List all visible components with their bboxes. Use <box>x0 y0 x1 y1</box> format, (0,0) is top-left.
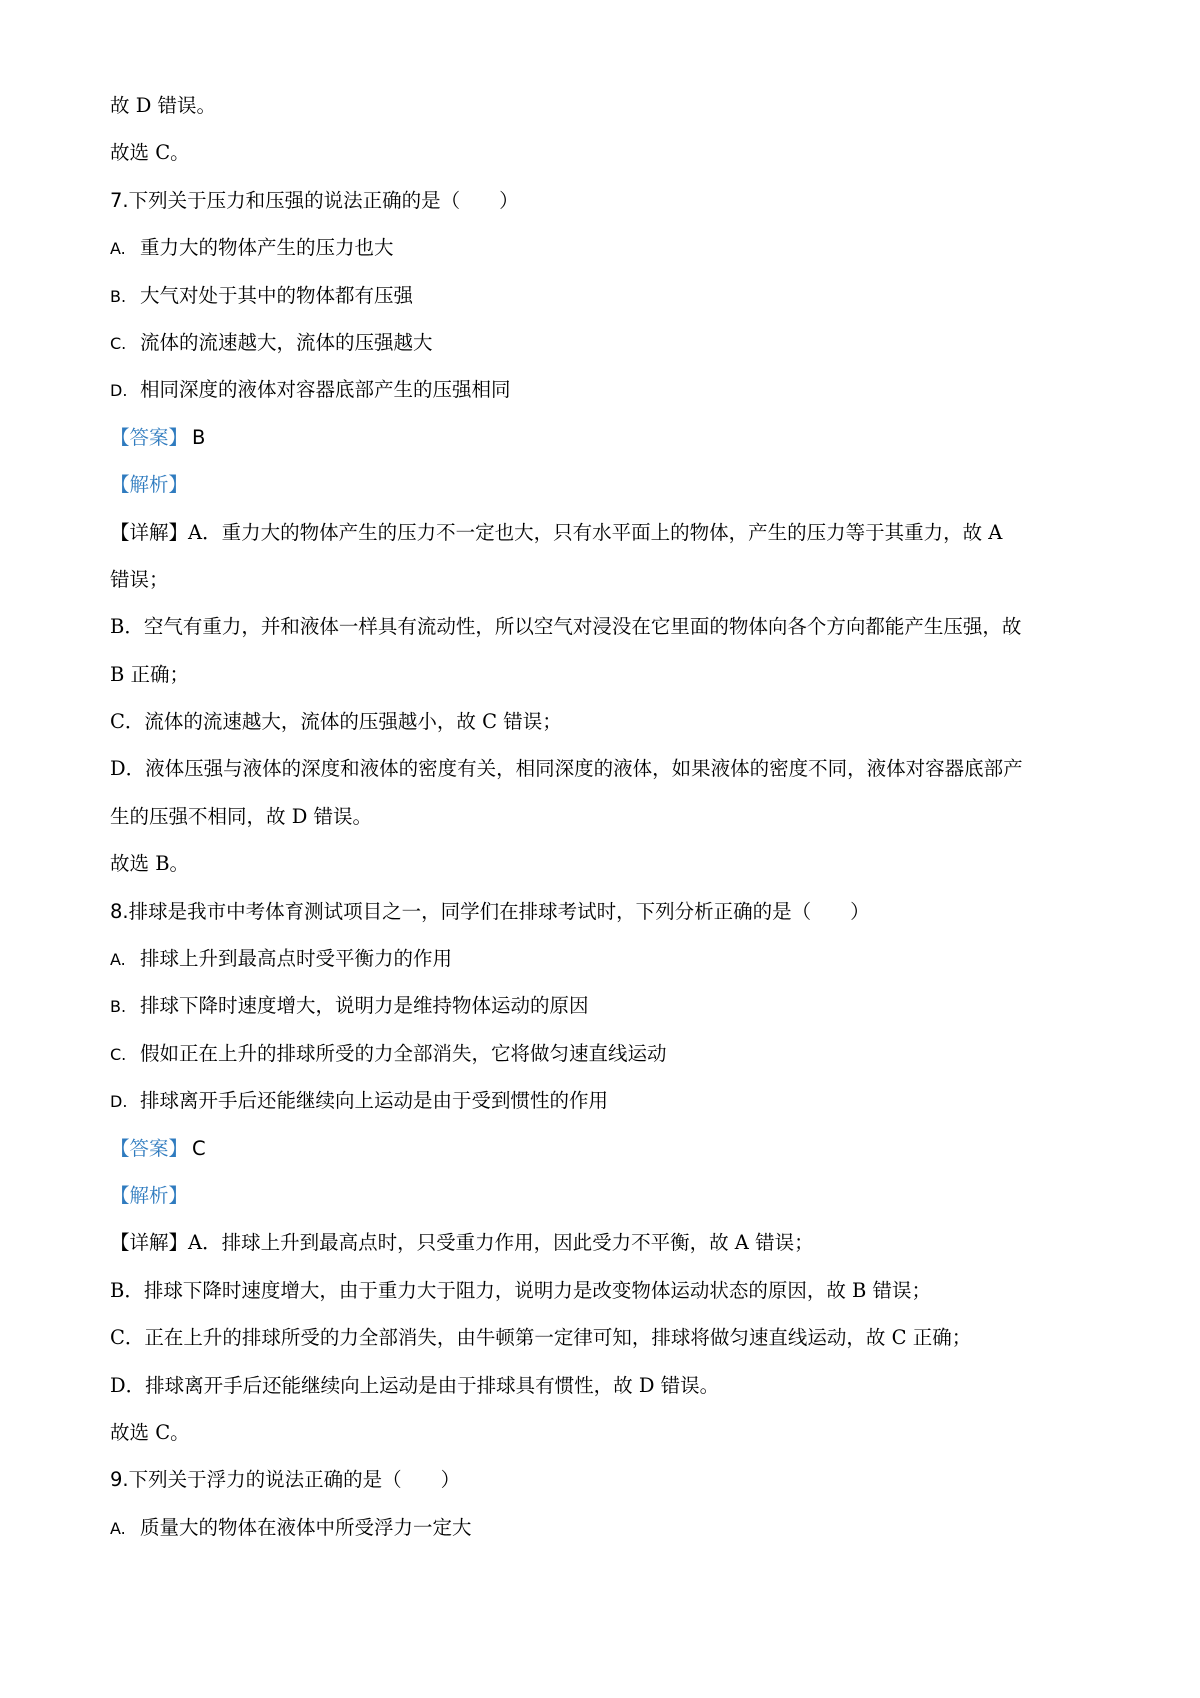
option-letter: D. <box>110 381 128 401</box>
question-9: 9.下列关于浮力的说法正确的是（ ） <box>110 1468 461 1492</box>
option-a <box>110 1514 1100 1542</box>
option-b <box>110 992 1100 1020</box>
question-7: 7.下列关于压力和压强的说法正确的是（ ） <box>110 188 519 212</box>
text-line: 故选 B。 <box>110 852 190 876</box>
text-line: C．流体的流速越大，流体的压强越小，故 C 错误； <box>110 710 562 734</box>
detail-line <box>110 1229 1100 1257</box>
analysis-label: 【解析】 <box>110 473 189 497</box>
option-letter: C. <box>110 1044 127 1064</box>
text-line: B 正确； <box>110 662 190 686</box>
option-text: 流体的流速越大，流体的压强越大 <box>140 330 433 354</box>
detail-line <box>110 519 1100 547</box>
option-text: 排球上升到最高点时受平衡力的作用 <box>140 947 453 971</box>
option-letter: B. <box>110 286 127 306</box>
text-line: B．排球下降时速度增大，由于重力大于阻力，说明力是改变物体运动状态的原因，故 B 错误； <box>110 1278 932 1302</box>
option-letter: A. <box>110 1518 126 1538</box>
option-c <box>110 1040 1100 1068</box>
option-letter: C. <box>110 333 127 353</box>
option-letter: D. <box>110 1092 128 1112</box>
option-text: 假如正在上升的排球所受的力全部消失，它将做匀速直线运动 <box>140 1041 667 1065</box>
option-text: 相同深度的液体对容器底部产生的压强相同 <box>140 378 511 402</box>
option-letter: A. <box>110 950 126 970</box>
text-line: B．空气有重力，并和液体一样具有流动性，所以空气对浸没在它里面的物体向各个方向都能产生压强，故 <box>110 615 1022 639</box>
option-text: 排球离开手后还能继续向上运动是由于受到惯性的作用 <box>140 1089 609 1113</box>
detail-text: A．排球上升到最高点时，只受重力作用，因此受力不平衡，故 A 错误； <box>188 1231 814 1255</box>
answer-label: 【答案】 <box>110 1136 189 1160</box>
option-text: 重力大的物体产生的压力也大 <box>140 236 394 260</box>
question-8: 8.排球是我市中考体育测试项目之一，同学们在排球考试时，下列分析正确的是（ ） <box>110 899 870 923</box>
detail-text: A．重力大的物体产生的压力不一定也大，只有水平面上的物体，产生的压力等于其重力，故 A <box>188 520 1003 544</box>
answer-value: B <box>192 425 206 449</box>
detail-label: 【详解】 <box>110 520 189 544</box>
text-line: D．排球离开手后还能继续向上运动是由于排球具有惯性，故 D 错误。 <box>110 1373 720 1397</box>
analysis-line <box>110 1182 1100 1210</box>
text-line: 故选 C。 <box>110 141 190 165</box>
answer-label: 【答案】 <box>110 425 189 449</box>
analysis-label: 【解析】 <box>110 1183 189 1207</box>
text-line: D．液体压强与液体的深度和液体的密度有关，相同深度的液体，如果液体的密度不同，液体对容器底部产 <box>110 757 1023 781</box>
option-d <box>110 376 1100 404</box>
option-text: 质量大的物体在液体中所受浮力一定大 <box>140 1515 472 1539</box>
text-line: 故选 C。 <box>110 1420 190 1444</box>
option-letter: A. <box>110 239 126 259</box>
option-text: 排球下降时速度增大，说明力是维持物体运动的原因 <box>140 994 589 1018</box>
analysis-line <box>110 471 1100 499</box>
answer-value: C <box>192 1136 206 1160</box>
option-d <box>110 1087 1100 1115</box>
text-line: 生的压强不相同，故 D 错误。 <box>110 804 373 828</box>
option-a <box>110 945 1100 973</box>
text-line: C．正在上升的排球所受的力全部消失，由牛顿第一定律可知，排球将做匀速直线运动，故 C 正确； <box>110 1326 972 1350</box>
option-a <box>110 234 1100 262</box>
answer-line <box>110 1135 1100 1163</box>
option-b <box>110 282 1100 310</box>
detail-label: 【详解】 <box>110 1231 189 1255</box>
option-text: 大气对处于其中的物体都有压强 <box>140 283 414 307</box>
answer-line <box>110 424 1100 452</box>
text-line: 错误； <box>110 567 169 591</box>
text-line: 故 D 错误。 <box>110 94 217 117</box>
option-c <box>110 329 1100 357</box>
document-page <box>110 92 1100 1561</box>
option-letter: B. <box>110 997 127 1017</box>
